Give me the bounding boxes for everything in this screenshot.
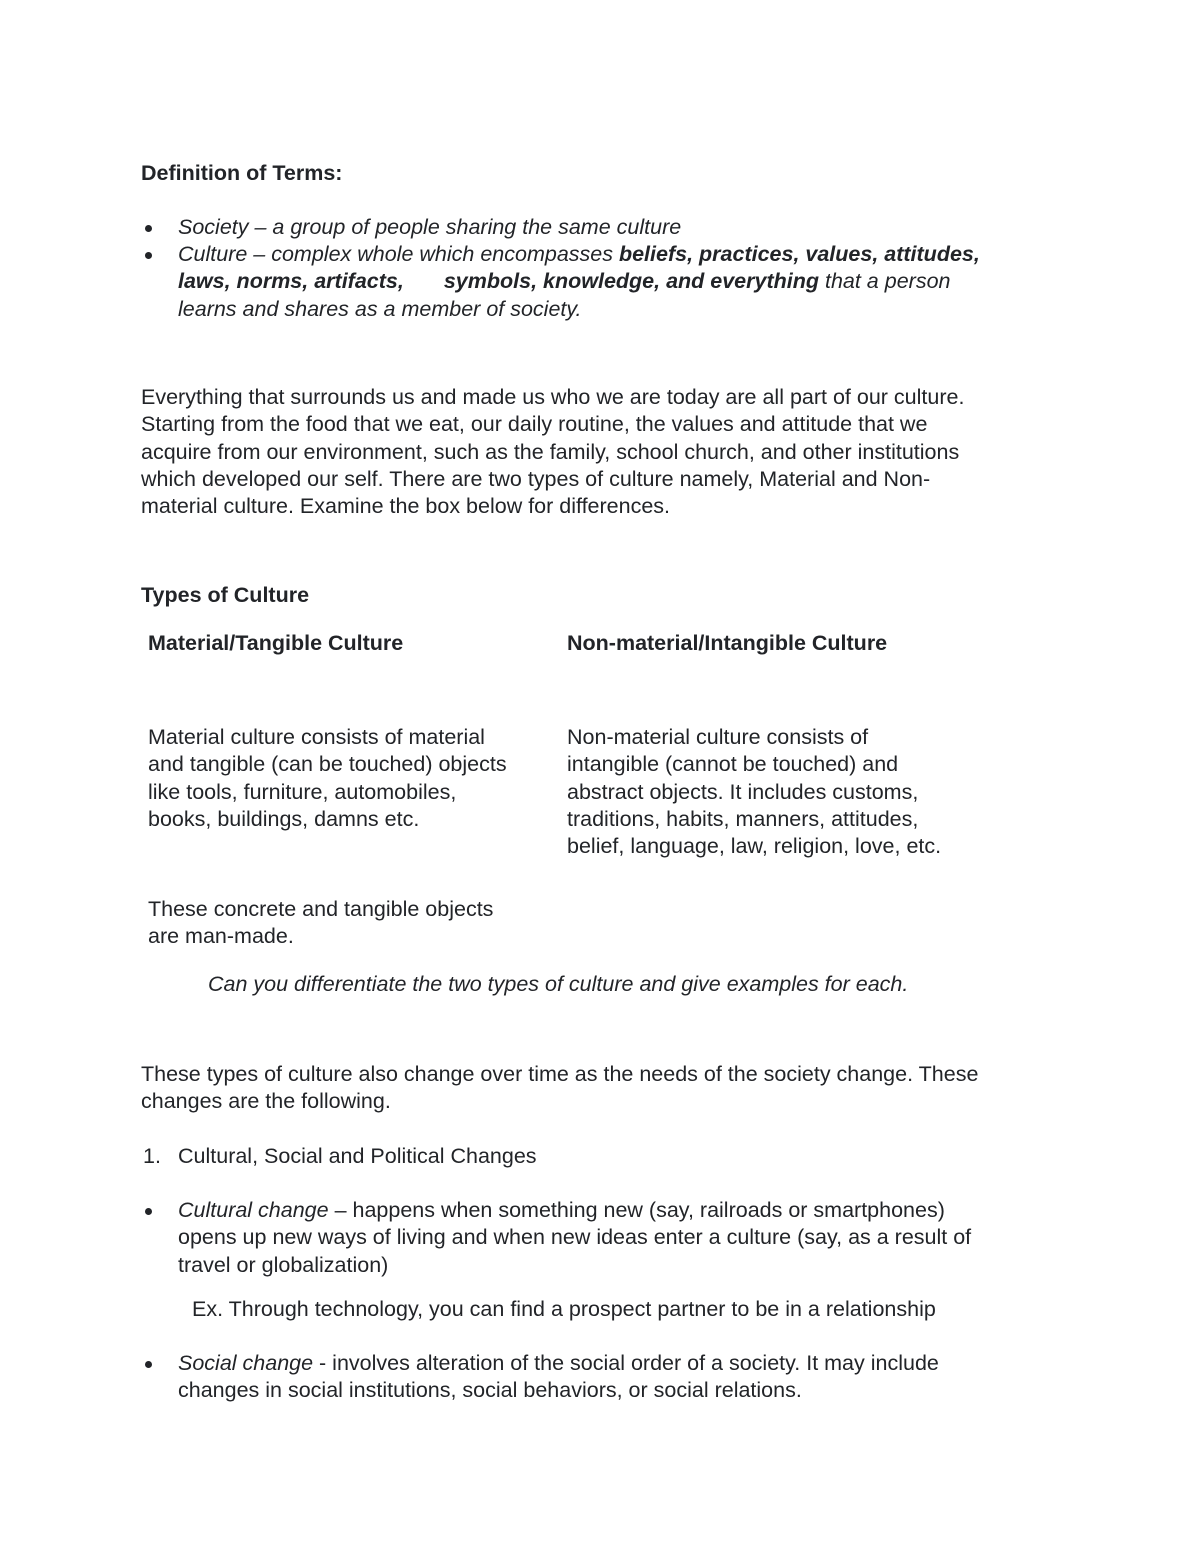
non-material-column-header: Non-material/Intangible Culture xyxy=(567,631,888,655)
non-material-line: traditions, habits, manners, attitudes, xyxy=(567,806,919,831)
changes-intro-line: These types of culture also change over time as the needs of the society change. These xyxy=(141,1062,979,1086)
question-prompt: Can you differentiate the two types of culture and give examples for each. xyxy=(208,972,909,996)
cultural-change-line1 xyxy=(178,1197,971,1224)
intro-line: material culture. Examine the box below for differences. xyxy=(141,494,671,519)
non-material-line: Non-material culture consists of xyxy=(567,725,869,749)
non-material-line: belief, language, law, religion, love, etc. xyxy=(567,834,942,859)
culture-tail: that a person xyxy=(819,269,951,293)
cultural-change-desc: – happens when something new (say, railroads or smartphones) xyxy=(328,1198,945,1222)
material-line: like tools, furniture, automobiles, xyxy=(148,779,457,804)
material-description xyxy=(148,724,507,833)
cultural-change-line3: travel or globalization) xyxy=(178,1252,389,1277)
intro-line: Starting from the food that we eat, our daily routine, the values and attitude that we xyxy=(141,412,928,437)
bullet-icon xyxy=(145,252,152,259)
cultural-change-term: Cultural change xyxy=(178,1198,329,1222)
list-number: 1. xyxy=(143,1144,161,1168)
social-change-item xyxy=(178,1350,939,1405)
changes-intro-line: changes are the following. xyxy=(141,1089,391,1114)
material-note xyxy=(148,896,493,951)
culture-bold-part1: beliefs, practices, values, attitudes, xyxy=(618,242,980,266)
material-note-line: are man-made. xyxy=(148,924,294,949)
social-change-term: Social change xyxy=(178,1351,314,1375)
bullet-icon xyxy=(145,1361,152,1368)
definition-culture-line3: learns and shares as a member of society. xyxy=(178,297,582,321)
definitions-heading: Definition of Terms: xyxy=(141,161,343,185)
material-line: books, buildings, damns etc. xyxy=(148,806,420,831)
society-definition: – a group of people sharing the same culture xyxy=(248,215,682,239)
society-term: Society xyxy=(178,215,249,239)
material-line: Material culture consists of material xyxy=(148,725,485,749)
cultural-change-line2: opens up new ways of living and when new ideas enter a culture (say, as a result of xyxy=(178,1225,972,1250)
bullet-icon xyxy=(145,1208,152,1215)
list-item-changes: Cultural, Social and Political Changes xyxy=(178,1144,537,1168)
changes-intro xyxy=(141,1061,978,1116)
social-change-line2: changes in social institutions, social behaviors, or social relations. xyxy=(178,1378,802,1403)
social-change-desc: - involves alteration of the social order of a society. It may include xyxy=(313,1351,939,1375)
cultural-change-item xyxy=(178,1197,971,1279)
example-text: Ex. Through technology, you can find a prospect partner to be in a relationship xyxy=(192,1297,936,1321)
social-change-line1 xyxy=(178,1350,939,1377)
definition-society xyxy=(178,214,681,241)
non-material-line: abstract objects. It includes customs, xyxy=(567,779,919,804)
definition-culture-line1 xyxy=(178,241,980,268)
intro-line: which developed our self. There are two types of culture namely, Material and Non- xyxy=(141,466,931,491)
intro-line: acquire from our environment, such as the family, school church, and other institutions xyxy=(141,439,960,464)
non-material-description xyxy=(567,724,941,860)
non-material-line: intangible (cannot be touched) and xyxy=(567,752,899,777)
culture-term-intro: Culture – complex whole which encompasses xyxy=(178,242,619,266)
definition-culture-line2 xyxy=(178,268,950,295)
types-heading: Types of Culture xyxy=(141,583,310,607)
intro-line: Everything that surrounds us and made us who we are today are all part of our culture. xyxy=(141,385,965,409)
culture-bold-part3: symbols, knowledge, and everything xyxy=(443,269,819,293)
bullet-icon xyxy=(145,225,152,232)
material-column-header: Material/Tangible Culture xyxy=(148,631,404,655)
material-line: and tangible (can be touched) objects xyxy=(148,752,507,777)
material-note-line: These concrete and tangible objects xyxy=(148,897,494,921)
intro-paragraph xyxy=(141,384,964,520)
culture-bold-part2: laws, norms, artifacts, xyxy=(178,269,404,293)
